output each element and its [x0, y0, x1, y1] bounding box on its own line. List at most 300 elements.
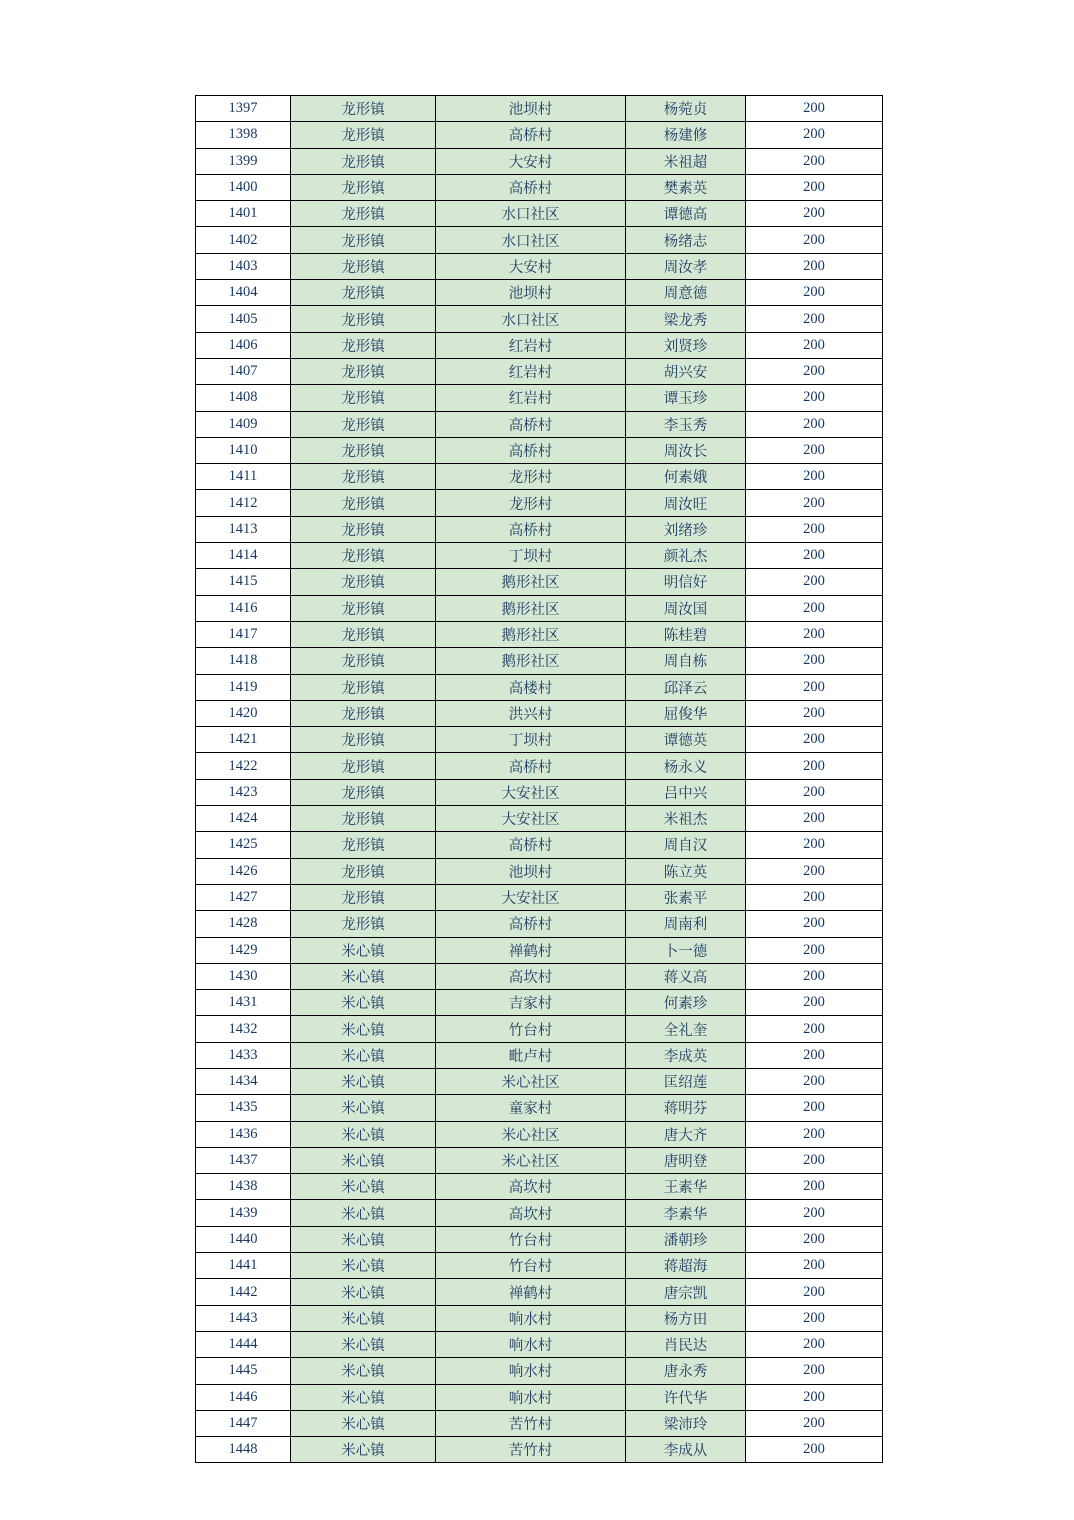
cell-town: 米心镇 [291, 1095, 436, 1121]
cell-name: 陈桂碧 [626, 621, 746, 647]
cell-name: 蒋义高 [626, 963, 746, 989]
cell-village: 高桥村 [436, 516, 626, 542]
cell-name: 周意德 [626, 280, 746, 306]
cell-name: 肖民达 [626, 1331, 746, 1357]
cell-id: 1430 [196, 963, 291, 989]
cell-id: 1411 [196, 464, 291, 490]
cell-village: 大安村 [436, 148, 626, 174]
cell-amount: 200 [746, 700, 883, 726]
cell-id: 1435 [196, 1095, 291, 1121]
cell-id: 1434 [196, 1068, 291, 1094]
table-row [196, 201, 883, 227]
cell-village: 红岩村 [436, 385, 626, 411]
cell-village: 高桥村 [436, 911, 626, 937]
cell-name: 周汝国 [626, 595, 746, 621]
table-row [196, 700, 883, 726]
cell-name: 李成从 [626, 1437, 746, 1463]
cell-amount: 200 [746, 911, 883, 937]
cell-name: 杨方田 [626, 1305, 746, 1331]
cell-village: 水口社区 [436, 201, 626, 227]
cell-amount: 200 [746, 1200, 883, 1226]
cell-amount: 200 [746, 1410, 883, 1436]
cell-id: 1440 [196, 1226, 291, 1252]
cell-id: 1400 [196, 174, 291, 200]
cell-village: 米心社区 [436, 1147, 626, 1173]
table-row [196, 437, 883, 463]
table-row [196, 1016, 883, 1042]
cell-town: 龙形镇 [291, 332, 436, 358]
cell-village: 龙形村 [436, 490, 626, 516]
cell-village: 高桥村 [436, 437, 626, 463]
cell-village: 禅鹤村 [436, 937, 626, 963]
cell-amount: 200 [746, 543, 883, 569]
cell-amount: 200 [746, 779, 883, 805]
cell-amount: 200 [746, 385, 883, 411]
cell-id: 1399 [196, 148, 291, 174]
table-body [196, 96, 883, 1463]
cell-village: 米心社区 [436, 1068, 626, 1094]
table-row [196, 753, 883, 779]
cell-village: 高桥村 [436, 174, 626, 200]
cell-name: 米祖超 [626, 148, 746, 174]
cell-town: 米心镇 [291, 1279, 436, 1305]
cell-name: 张素平 [626, 884, 746, 910]
cell-amount: 200 [746, 1095, 883, 1121]
cell-name: 邱泽云 [626, 674, 746, 700]
cell-village: 丁坝村 [436, 543, 626, 569]
cell-name: 刘绪珍 [626, 516, 746, 542]
cell-id: 1447 [196, 1410, 291, 1436]
cell-town: 龙形镇 [291, 727, 436, 753]
cell-amount: 200 [746, 96, 883, 122]
cell-name: 梁沛玲 [626, 1410, 746, 1436]
cell-name: 周自汉 [626, 832, 746, 858]
cell-town: 米心镇 [291, 1253, 436, 1279]
cell-name: 谭玉珍 [626, 385, 746, 411]
cell-village: 鹅形社区 [436, 648, 626, 674]
cell-village: 高坎村 [436, 1174, 626, 1200]
cell-town: 龙形镇 [291, 490, 436, 516]
cell-town: 米心镇 [291, 937, 436, 963]
beneficiary-table [195, 95, 883, 1463]
table-row [196, 96, 883, 122]
cell-amount: 200 [746, 1042, 883, 1068]
cell-id: 1422 [196, 753, 291, 779]
table-row [196, 1147, 883, 1173]
cell-id: 1417 [196, 621, 291, 647]
cell-town: 米心镇 [291, 1147, 436, 1173]
cell-amount: 200 [746, 1174, 883, 1200]
cell-village: 竹台村 [436, 1253, 626, 1279]
cell-name: 杨菀贞 [626, 96, 746, 122]
cell-town: 龙形镇 [291, 569, 436, 595]
cell-name: 卜一德 [626, 937, 746, 963]
cell-id: 1421 [196, 727, 291, 753]
cell-amount: 200 [746, 858, 883, 884]
cell-amount: 200 [746, 280, 883, 306]
cell-village: 红岩村 [436, 358, 626, 384]
cell-amount: 200 [746, 411, 883, 437]
cell-id: 1431 [196, 990, 291, 1016]
cell-village: 洪兴村 [436, 700, 626, 726]
table-row [196, 884, 883, 910]
cell-name: 何素珍 [626, 990, 746, 1016]
cell-town: 龙形镇 [291, 96, 436, 122]
cell-amount: 200 [746, 1226, 883, 1252]
cell-id: 1405 [196, 306, 291, 332]
cell-id: 1427 [196, 884, 291, 910]
table-row [196, 937, 883, 963]
cell-town: 龙形镇 [291, 516, 436, 542]
cell-village: 苦竹村 [436, 1437, 626, 1463]
cell-name: 周汝旺 [626, 490, 746, 516]
cell-name: 李素华 [626, 1200, 746, 1226]
cell-town: 米心镇 [291, 1305, 436, 1331]
cell-id: 1403 [196, 253, 291, 279]
table-row [196, 1305, 883, 1331]
table-row [196, 122, 883, 148]
cell-town: 龙形镇 [291, 201, 436, 227]
table-row [196, 595, 883, 621]
table-row [196, 1095, 883, 1121]
cell-amount: 200 [746, 832, 883, 858]
cell-village: 池坝村 [436, 280, 626, 306]
table-row [196, 1410, 883, 1436]
cell-town: 龙形镇 [291, 911, 436, 937]
cell-id: 1437 [196, 1147, 291, 1173]
cell-village: 龙形村 [436, 464, 626, 490]
cell-town: 龙形镇 [291, 884, 436, 910]
cell-name: 唐明登 [626, 1147, 746, 1173]
cell-town: 龙形镇 [291, 806, 436, 832]
table-row [196, 674, 883, 700]
cell-id: 1445 [196, 1358, 291, 1384]
cell-town: 龙形镇 [291, 595, 436, 621]
table-row [196, 1068, 883, 1094]
table-row [196, 306, 883, 332]
cell-town: 龙形镇 [291, 543, 436, 569]
cell-village: 响水村 [436, 1384, 626, 1410]
table-row [196, 832, 883, 858]
cell-town: 米心镇 [291, 1437, 436, 1463]
cell-town: 龙形镇 [291, 753, 436, 779]
cell-village: 高坎村 [436, 1200, 626, 1226]
cell-town: 龙形镇 [291, 779, 436, 805]
table-row [196, 148, 883, 174]
cell-name: 梁龙秀 [626, 306, 746, 332]
cell-amount: 200 [746, 990, 883, 1016]
cell-village: 鹅形社区 [436, 569, 626, 595]
cell-town: 米心镇 [291, 1358, 436, 1384]
table-row [196, 1174, 883, 1200]
cell-id: 1432 [196, 1016, 291, 1042]
cell-town: 龙形镇 [291, 674, 436, 700]
cell-village: 大安社区 [436, 779, 626, 805]
cell-name: 潘朝珍 [626, 1226, 746, 1252]
table-row [196, 779, 883, 805]
cell-village: 鹅形社区 [436, 595, 626, 621]
cell-id: 1448 [196, 1437, 291, 1463]
cell-id: 1433 [196, 1042, 291, 1068]
cell-amount: 200 [746, 464, 883, 490]
table-row [196, 543, 883, 569]
cell-town: 龙形镇 [291, 858, 436, 884]
cell-town: 米心镇 [291, 1121, 436, 1147]
table-row [196, 648, 883, 674]
cell-amount: 200 [746, 1384, 883, 1410]
cell-village: 高桥村 [436, 411, 626, 437]
table-row [196, 621, 883, 647]
cell-village: 水口社区 [436, 306, 626, 332]
cell-name: 周汝长 [626, 437, 746, 463]
cell-name: 谭德英 [626, 727, 746, 753]
cell-name: 匡绍莲 [626, 1068, 746, 1094]
cell-id: 1401 [196, 201, 291, 227]
cell-id: 1442 [196, 1279, 291, 1305]
cell-amount: 200 [746, 148, 883, 174]
cell-amount: 200 [746, 674, 883, 700]
table-row [196, 1437, 883, 1463]
cell-id: 1397 [196, 96, 291, 122]
cell-id: 1418 [196, 648, 291, 674]
cell-town: 龙形镇 [291, 148, 436, 174]
cell-id: 1412 [196, 490, 291, 516]
table-row [196, 1200, 883, 1226]
table-row [196, 1331, 883, 1357]
cell-town: 米心镇 [291, 1174, 436, 1200]
table-row [196, 1358, 883, 1384]
cell-village: 红岩村 [436, 332, 626, 358]
cell-amount: 200 [746, 201, 883, 227]
cell-id: 1419 [196, 674, 291, 700]
cell-village: 池坝村 [436, 96, 626, 122]
table-row [196, 227, 883, 253]
cell-name: 明信好 [626, 569, 746, 595]
cell-id: 1398 [196, 122, 291, 148]
cell-amount: 200 [746, 1147, 883, 1173]
table-row [196, 411, 883, 437]
cell-id: 1438 [196, 1174, 291, 1200]
table-row [196, 858, 883, 884]
cell-village: 高楼村 [436, 674, 626, 700]
cell-town: 龙形镇 [291, 700, 436, 726]
table-row [196, 385, 883, 411]
cell-town: 龙形镇 [291, 227, 436, 253]
table-row [196, 464, 883, 490]
cell-id: 1443 [196, 1305, 291, 1331]
cell-town: 米心镇 [291, 963, 436, 989]
cell-village: 吉家村 [436, 990, 626, 1016]
cell-id: 1402 [196, 227, 291, 253]
cell-village: 大安社区 [436, 884, 626, 910]
cell-village: 鹅形社区 [436, 621, 626, 647]
cell-town: 米心镇 [291, 1410, 436, 1436]
cell-id: 1407 [196, 358, 291, 384]
cell-amount: 200 [746, 937, 883, 963]
table-row [196, 963, 883, 989]
cell-amount: 200 [746, 1253, 883, 1279]
cell-id: 1439 [196, 1200, 291, 1226]
cell-town: 龙形镇 [291, 122, 436, 148]
cell-amount: 200 [746, 806, 883, 832]
cell-town: 米心镇 [291, 1226, 436, 1252]
cell-name: 颜礼杰 [626, 543, 746, 569]
cell-town: 龙形镇 [291, 174, 436, 200]
cell-name: 米祖杰 [626, 806, 746, 832]
cell-town: 米心镇 [291, 1042, 436, 1068]
cell-town: 龙形镇 [291, 621, 436, 647]
cell-id: 1429 [196, 937, 291, 963]
cell-village: 响水村 [436, 1331, 626, 1357]
cell-town: 龙形镇 [291, 411, 436, 437]
cell-amount: 200 [746, 490, 883, 516]
table-row [196, 1253, 883, 1279]
cell-id: 1425 [196, 832, 291, 858]
cell-village: 竹台村 [436, 1016, 626, 1042]
table-row [196, 280, 883, 306]
cell-id: 1414 [196, 543, 291, 569]
cell-amount: 200 [746, 727, 883, 753]
cell-amount: 200 [746, 227, 883, 253]
cell-amount: 200 [746, 437, 883, 463]
table-row [196, 569, 883, 595]
cell-town: 米心镇 [291, 990, 436, 1016]
cell-amount: 200 [746, 1121, 883, 1147]
cell-name: 李玉秀 [626, 411, 746, 437]
cell-name: 陈立英 [626, 858, 746, 884]
cell-id: 1444 [196, 1331, 291, 1357]
cell-town: 龙形镇 [291, 464, 436, 490]
cell-name: 刘贤珍 [626, 332, 746, 358]
cell-amount: 200 [746, 621, 883, 647]
table-row [196, 911, 883, 937]
table-row [196, 1121, 883, 1147]
cell-village: 高桥村 [436, 122, 626, 148]
cell-village: 水口社区 [436, 227, 626, 253]
cell-village: 高桥村 [436, 753, 626, 779]
cell-village: 竹台村 [436, 1226, 626, 1252]
cell-name: 蒋超海 [626, 1253, 746, 1279]
cell-village: 童家村 [436, 1095, 626, 1121]
cell-name: 杨建修 [626, 122, 746, 148]
cell-name: 全礼奎 [626, 1016, 746, 1042]
cell-id: 1436 [196, 1121, 291, 1147]
cell-amount: 200 [746, 174, 883, 200]
cell-amount: 200 [746, 1358, 883, 1384]
cell-village: 丁坝村 [436, 727, 626, 753]
cell-name: 许代华 [626, 1384, 746, 1410]
table-row [196, 1384, 883, 1410]
cell-name: 蒋明芬 [626, 1095, 746, 1121]
cell-amount: 200 [746, 648, 883, 674]
cell-town: 龙形镇 [291, 253, 436, 279]
cell-amount: 200 [746, 516, 883, 542]
cell-village: 高坎村 [436, 963, 626, 989]
cell-town: 龙形镇 [291, 648, 436, 674]
cell-name: 何素娥 [626, 464, 746, 490]
table-row [196, 253, 883, 279]
cell-name: 周自栋 [626, 648, 746, 674]
cell-id: 1420 [196, 700, 291, 726]
cell-town: 龙形镇 [291, 437, 436, 463]
cell-name: 杨绪志 [626, 227, 746, 253]
cell-amount: 200 [746, 595, 883, 621]
cell-amount: 200 [746, 253, 883, 279]
cell-amount: 200 [746, 358, 883, 384]
table-row [196, 1226, 883, 1252]
cell-village: 池坝村 [436, 858, 626, 884]
cell-id: 1441 [196, 1253, 291, 1279]
cell-id: 1424 [196, 806, 291, 832]
cell-town: 米心镇 [291, 1016, 436, 1042]
cell-name: 屈俊华 [626, 700, 746, 726]
cell-id: 1446 [196, 1384, 291, 1410]
table-row [196, 806, 883, 832]
cell-id: 1426 [196, 858, 291, 884]
cell-amount: 200 [746, 753, 883, 779]
cell-village: 大安社区 [436, 806, 626, 832]
cell-name: 唐永秀 [626, 1358, 746, 1384]
cell-name: 周南利 [626, 911, 746, 937]
cell-amount: 200 [746, 1068, 883, 1094]
cell-village: 响水村 [436, 1358, 626, 1384]
cell-town: 龙形镇 [291, 358, 436, 384]
cell-amount: 200 [746, 1016, 883, 1042]
table-row [196, 1279, 883, 1305]
cell-amount: 200 [746, 963, 883, 989]
cell-town: 龙形镇 [291, 385, 436, 411]
cell-id: 1408 [196, 385, 291, 411]
table-row [196, 727, 883, 753]
cell-name: 樊素英 [626, 174, 746, 200]
table-row [196, 358, 883, 384]
table-row [196, 332, 883, 358]
cell-name: 杨永义 [626, 753, 746, 779]
cell-village: 禅鹤村 [436, 1279, 626, 1305]
table-row [196, 990, 883, 1016]
table-row [196, 490, 883, 516]
cell-village: 毗卢村 [436, 1042, 626, 1068]
cell-name: 唐大齐 [626, 1121, 746, 1147]
cell-town: 米心镇 [291, 1068, 436, 1094]
table-row [196, 516, 883, 542]
cell-name: 吕中兴 [626, 779, 746, 805]
cell-amount: 200 [746, 1331, 883, 1357]
cell-village: 高桥村 [436, 832, 626, 858]
cell-id: 1410 [196, 437, 291, 463]
cell-id: 1404 [196, 280, 291, 306]
cell-amount: 200 [746, 1279, 883, 1305]
cell-amount: 200 [746, 569, 883, 595]
cell-town: 米心镇 [291, 1384, 436, 1410]
cell-id: 1423 [196, 779, 291, 805]
cell-id: 1406 [196, 332, 291, 358]
cell-village: 响水村 [436, 1305, 626, 1331]
cell-id: 1428 [196, 911, 291, 937]
cell-id: 1415 [196, 569, 291, 595]
cell-name: 胡兴安 [626, 358, 746, 384]
cell-amount: 200 [746, 1437, 883, 1463]
cell-town: 龙形镇 [291, 280, 436, 306]
cell-name: 唐宗凯 [626, 1279, 746, 1305]
cell-name: 周汝孝 [626, 253, 746, 279]
cell-amount: 200 [746, 122, 883, 148]
cell-id: 1409 [196, 411, 291, 437]
cell-amount: 200 [746, 1305, 883, 1331]
cell-town: 米心镇 [291, 1200, 436, 1226]
cell-id: 1416 [196, 595, 291, 621]
cell-village: 大安村 [436, 253, 626, 279]
